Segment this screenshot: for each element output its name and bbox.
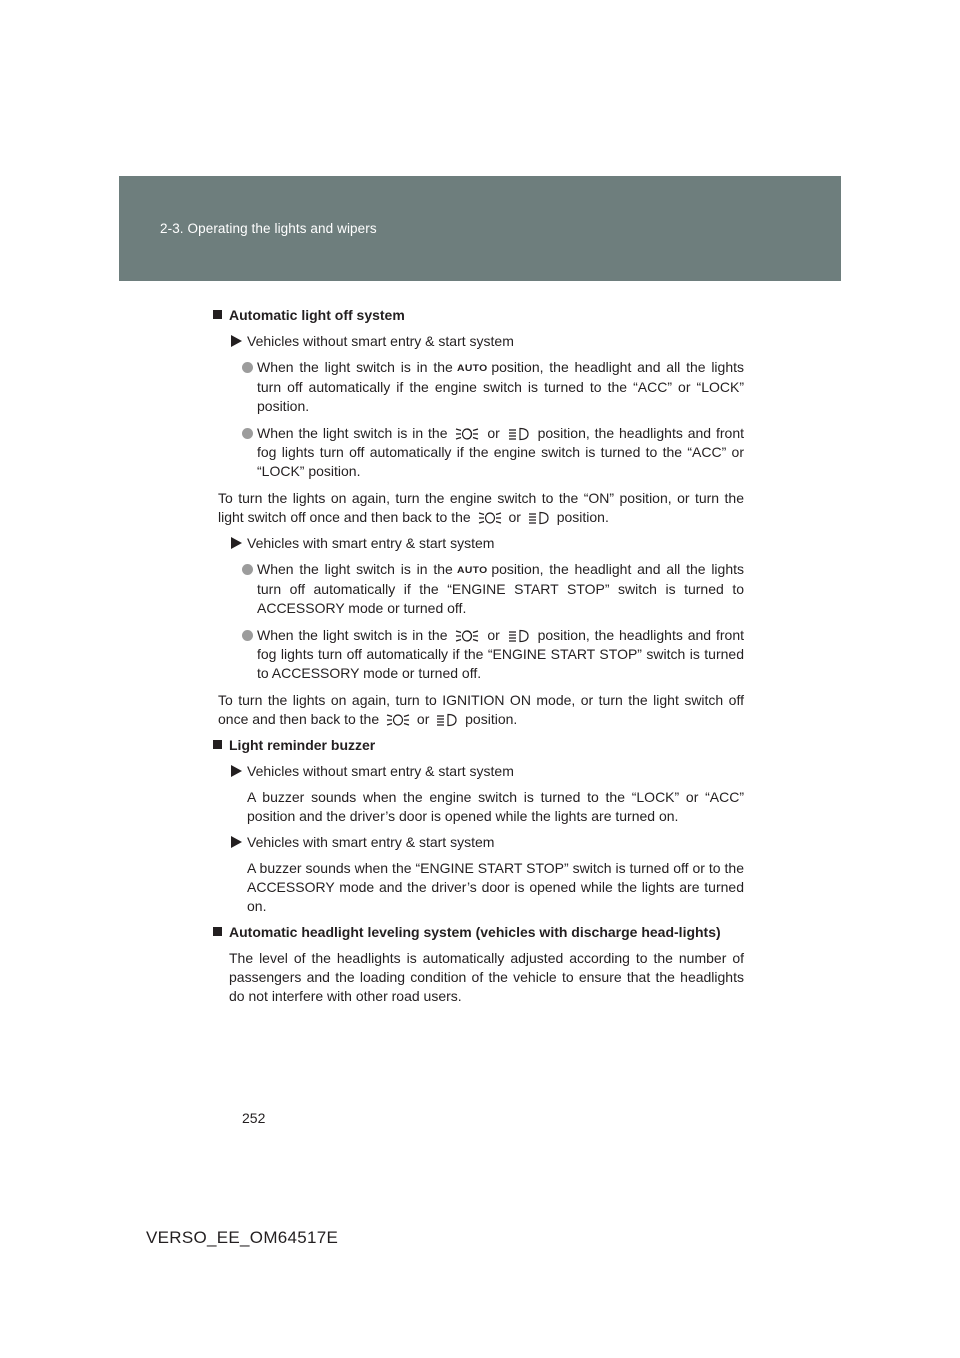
document-code: VERSO_EE_OM64517E bbox=[146, 1228, 339, 1247]
headlight-icon bbox=[528, 511, 550, 525]
bullet-paragraph bbox=[212, 560, 744, 618]
paragraph-text: When the light switch is in the bbox=[257, 359, 453, 375]
subheading-text: Vehicles with smart entry & start system bbox=[247, 535, 495, 551]
auto-position-icon: AUTO bbox=[456, 363, 488, 373]
subheading-with-smart-entry bbox=[212, 534, 744, 553]
paragraph-text: To turn the lights on again, turn to IGNITION ON mode, or turn the light switch off once and then back to the bbox=[218, 692, 744, 727]
bullet-paragraph bbox=[212, 358, 744, 416]
paragraph-text: or bbox=[416, 711, 430, 727]
paragraph-text: position, the headlights and front fog lights turn off automatically if the “ENGINE START STOP” switch is turned to ACCESSORY mode or turned off. bbox=[257, 627, 745, 681]
subheading-without-smart-entry bbox=[212, 762, 744, 781]
triangle-arrow-icon bbox=[231, 836, 242, 848]
body-paragraph: A buzzer sounds when the “ENGINE START STOP” switch is turned off or to the ACCESSORY mode and the driver’s door is opened while the lights are turned on. bbox=[247, 860, 744, 914]
section-heading-automatic-light-off bbox=[212, 306, 744, 325]
paragraph-text: or bbox=[487, 425, 500, 441]
square-bullet-icon bbox=[213, 310, 222, 319]
section-title: 2-3. Operating the lights and wipers bbox=[160, 221, 377, 236]
paragraph-text: position, the headlight and all the lights turn off automatically if the engine switch is turned to the “ACC” or “LOCK” position. bbox=[257, 359, 745, 414]
triangle-arrow-icon bbox=[231, 537, 242, 549]
paragraph-text: When the light switch is in the bbox=[257, 425, 448, 441]
auto-position-icon: AUTO bbox=[456, 565, 488, 575]
bullet-paragraph bbox=[212, 424, 744, 481]
triangle-arrow-icon bbox=[231, 765, 242, 777]
parking-light-icon bbox=[455, 629, 479, 643]
triangle-arrow-icon bbox=[231, 335, 242, 347]
section-header-bar bbox=[119, 176, 841, 281]
circle-bullet-icon bbox=[242, 564, 253, 575]
headlight-icon bbox=[436, 713, 458, 727]
parking-light-icon bbox=[478, 511, 502, 525]
subheading-text: Vehicles with smart entry & start system bbox=[247, 834, 495, 850]
subheading-text: Vehicles without smart entry & start system bbox=[247, 763, 514, 779]
paragraph-text: When the light switch is in the bbox=[257, 627, 448, 643]
parking-light-icon bbox=[386, 713, 410, 727]
paragraph-text: position. bbox=[465, 711, 518, 727]
paragraph-text: When the light switch is in the bbox=[257, 561, 453, 577]
square-bullet-icon bbox=[213, 740, 222, 749]
paragraph-text: or bbox=[487, 627, 500, 643]
circle-bullet-icon bbox=[242, 630, 253, 641]
subheading-with-smart-entry bbox=[212, 833, 744, 852]
paragraph-text: or bbox=[508, 509, 521, 525]
headlight-icon bbox=[508, 427, 530, 441]
section-heading-text: Automatic light off system bbox=[229, 307, 405, 323]
bullet-paragraph bbox=[212, 626, 744, 683]
section-heading-text: Light reminder buzzer bbox=[229, 737, 376, 753]
circle-bullet-icon bbox=[242, 362, 253, 373]
paragraph-text: position, the headlight and all the lights turn off automatically if the “ENGINE START STOP” switch is turned to ACCESSORY mode or turned off. bbox=[257, 561, 745, 616]
section-heading-headlight-leveling bbox=[212, 923, 744, 942]
subheading-without-smart-entry bbox=[212, 332, 744, 351]
section-heading-light-reminder bbox=[212, 736, 744, 755]
body-paragraph: A buzzer sounds when the engine switch is turned to the “LOCK” or “ACC” position and the driver’s door is opened while the lights are turned on. bbox=[247, 789, 744, 824]
headlight-icon bbox=[508, 629, 530, 643]
page-number: 252 bbox=[242, 1110, 266, 1126]
parking-light-icon bbox=[455, 427, 479, 441]
body-paragraph: The level of the headlights is automatically adjusted according to the number of passengers and the loading condition of the vehicle to ensure that the headlights do not interfere with other road users. bbox=[229, 950, 744, 1004]
note-paragraph bbox=[212, 489, 744, 527]
subheading-text: Vehicles without smart entry & start system bbox=[247, 333, 514, 349]
page-content bbox=[212, 306, 744, 1013]
square-bullet-icon bbox=[213, 927, 222, 936]
note-paragraph bbox=[212, 691, 744, 729]
circle-bullet-icon bbox=[242, 428, 253, 439]
paragraph-text: position, the headlights and front fog lights turn off automatically if the engine switch is turned to the “ACC” or “LOCK” position. bbox=[257, 425, 745, 479]
paragraph-text: To turn the lights on again, turn the engine switch to the “ON” position, or turn the light switch off once and then back to the bbox=[218, 490, 744, 525]
paragraph-text: position. bbox=[556, 509, 609, 525]
section-heading-text: Automatic headlight leveling system (vehicles with discharge head-lights) bbox=[229, 924, 721, 940]
